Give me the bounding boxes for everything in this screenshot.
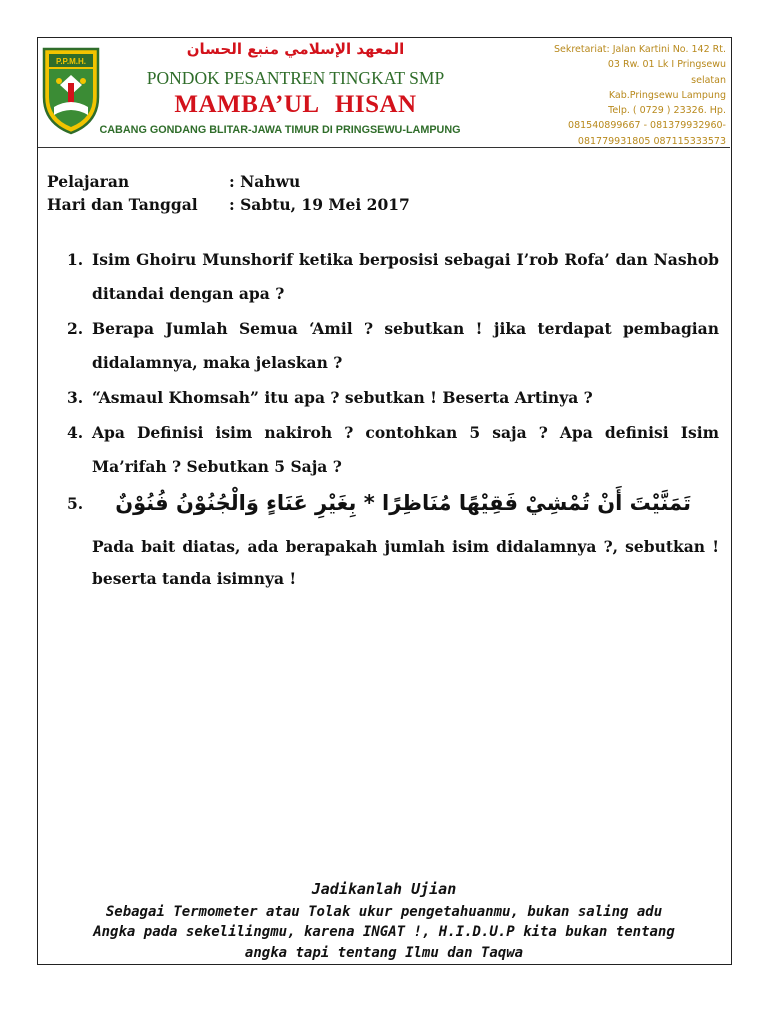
pondok-subtitle: PONDOK PESANTREN TINGKAT SMP <box>146 68 445 88</box>
address-line: 081540899667 - 081379932960- <box>568 120 726 132</box>
question-text: Berapa Jumlah Semua ‘Amil ? sebutkan ! jika terdapat pembagian didalamnya, maka jelaskan ? <box>92 319 719 372</box>
address-block <box>516 42 726 148</box>
logo-text: P.P.M.H. <box>56 57 86 66</box>
question-list <box>67 243 719 595</box>
motto-line: Sebagai Termometer atau Tolak ukur pengetahuanmu, bukan saling adu <box>105 903 663 920</box>
motto-line: angka tapi tentang Ilmu dan Taqwa <box>244 944 524 961</box>
question-item <box>67 381 719 415</box>
letterhead <box>38 38 730 148</box>
question-item <box>67 243 719 311</box>
address-line: selatan <box>691 74 726 86</box>
address-line: Telp. ( 0729 ) 23326. Hp. <box>608 105 726 117</box>
arabic-verse: تَمَنَّيْتَ أَنْ تُمْشِيْ فَقِيْهًا مُنَاظِرًا * بِغَيْرِ عَنَاءٍ وَالْجُنُوْنُ فُنُوْنٌ <box>115 491 691 515</box>
address-line: Kab.Pringsewu Lampung <box>608 89 726 101</box>
branch-line: CABANG GONDANG BLITAR-JAWA TIMUR DI PRINGSEWU-LAMPUNG <box>99 124 461 136</box>
question-number: 3. <box>67 388 84 407</box>
motto-title: Jadikanlah Ujian <box>311 880 457 898</box>
footer-motto <box>52 879 716 963</box>
subject-label: Pelajaran <box>47 172 130 191</box>
question-number: 2. <box>67 319 84 338</box>
question-text: Isim Ghoiru Munshorif ketika berposisi sebagai I’rob Rofa’ dan Nashob ditandai dengan apa ? <box>92 250 719 303</box>
school-title: MAMBA’UL HISAN <box>174 91 417 118</box>
question-5-text: Pada bait diatas, ada berapakah jumlah isim didalamnya ?, sebutkan ! beserta tanda isimnya ! <box>92 537 719 588</box>
motto-line: Angka pada sekelilingmu, karena INGAT !, H.I.D.U.P kita bukan tentang <box>93 924 675 940</box>
address-line: 081779931805 087115333573 <box>577 135 726 147</box>
pesantren-logo-icon <box>40 45 102 135</box>
question-5-verse-row <box>67 481 719 531</box>
question-number: 1. <box>67 250 84 269</box>
header-divider <box>38 147 730 148</box>
date-value: : Sabtu, 19 Mei 2017 <box>229 195 410 214</box>
arabic-school-name: المعهد الإسلامي منبع الحسان <box>186 40 405 58</box>
question-number: 4. <box>67 423 84 442</box>
question-text: “Asmaul Khomsah” itu apa ? sebutkan ! Beserta Artinya ? <box>92 388 593 407</box>
question-item <box>67 312 719 380</box>
subject-value: : Nahwu <box>229 172 301 191</box>
address-line: Sekretariat: Jalan Kartini No. 142 Rt. <box>553 44 726 55</box>
question-item <box>67 416 719 484</box>
page-frame <box>37 37 732 965</box>
date-label: Hari dan Tanggal <box>47 195 198 214</box>
address-line: 03 Rw. 01 Lk I Pringsewu <box>607 59 726 71</box>
question-text: Apa Definisi isim nakiroh ? contohkan 5 saja ? Apa definisi Isim Ma’rifah ? Sebutkan 5 Saja ? <box>92 423 719 476</box>
question-number: 5. <box>67 494 84 513</box>
